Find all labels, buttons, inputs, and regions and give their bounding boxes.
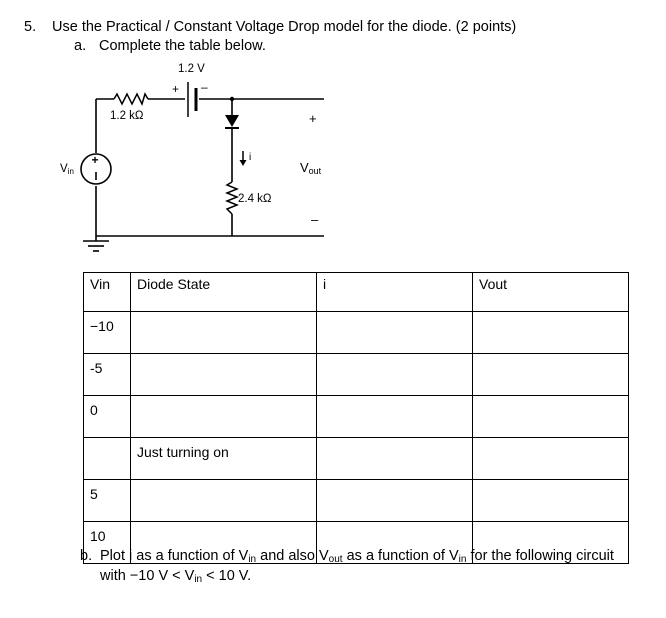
cell-diode-state: Just turning on	[131, 438, 317, 480]
cell-vout[interactable]	[473, 312, 629, 354]
part-b-letter: b.	[80, 548, 93, 564]
cell-diode-state[interactable]	[131, 480, 317, 522]
resistor-1	[114, 94, 148, 104]
vout-label: Vout	[300, 160, 322, 176]
table-header-row	[84, 273, 629, 312]
cell-vin: −10	[84, 312, 131, 354]
current-arrow-icon	[240, 151, 247, 166]
cell-i[interactable]	[317, 312, 473, 354]
cell-vout[interactable]	[473, 354, 629, 396]
cell-i[interactable]	[317, 480, 473, 522]
table-row	[84, 438, 629, 480]
battery-label: 1.2 V	[178, 63, 205, 75]
vout-plus: +	[309, 111, 317, 126]
voltage-source	[81, 153, 111, 184]
resistor-1-label: 1.2 kΩ	[110, 110, 144, 122]
question-text: Use the Practical / Constant Voltage Drop model for the diode. (2 points)	[52, 19, 517, 35]
part-a-text: Complete the table below.	[99, 38, 266, 54]
part-b-text-line1: Plot i as a function of $V_{in}$ and also $V_{out}$ as a function of $V_{in}$ for the following circuit	[100, 548, 614, 565]
cell-vin[interactable]	[84, 438, 131, 480]
part-a-letter: a.	[74, 38, 87, 54]
cell-diode-state[interactable]	[131, 354, 317, 396]
table-row	[84, 312, 629, 354]
ground-icon	[83, 241, 109, 251]
header-i: i	[317, 273, 473, 312]
cell-vout[interactable]	[473, 480, 629, 522]
cell-vin: 10	[84, 522, 131, 564]
battery-minus: –	[201, 80, 208, 94]
header-vout: Vout	[473, 273, 629, 312]
cell-i[interactable]	[317, 354, 473, 396]
svg-text:+: +	[91, 153, 99, 167]
cell-vin: -5	[84, 354, 131, 396]
battery	[188, 82, 196, 117]
vout-minus: –	[311, 212, 319, 227]
cell-vout[interactable]	[473, 396, 629, 438]
table-row	[84, 354, 629, 396]
cell-i[interactable]	[317, 438, 473, 480]
resistor-2	[227, 182, 237, 214]
table-row	[84, 396, 629, 438]
header-vin: Vin	[84, 273, 131, 312]
cell-diode-state[interactable]	[131, 312, 317, 354]
header-diode-state: Diode State	[131, 273, 317, 312]
circuit-diagram	[0, 0, 666, 270]
question-number: 5.	[24, 19, 37, 35]
cell-i[interactable]	[317, 396, 473, 438]
cell-diode-state[interactable]	[131, 396, 317, 438]
answer-table	[83, 272, 629, 564]
current-label: i	[249, 152, 252, 163]
resistor-2-label: 2.4 kΩ	[238, 193, 272, 205]
part-b-text-line2: with −10 $V < V_{in} < 10$ V.	[100, 568, 252, 585]
vin-source-label: Vin	[60, 163, 74, 176]
battery-plus: +	[172, 82, 180, 96]
cell-vin: 0	[84, 396, 131, 438]
table-row	[84, 480, 629, 522]
diode	[225, 115, 239, 128]
cell-vout[interactable]	[473, 438, 629, 480]
cell-vin: 5	[84, 480, 131, 522]
